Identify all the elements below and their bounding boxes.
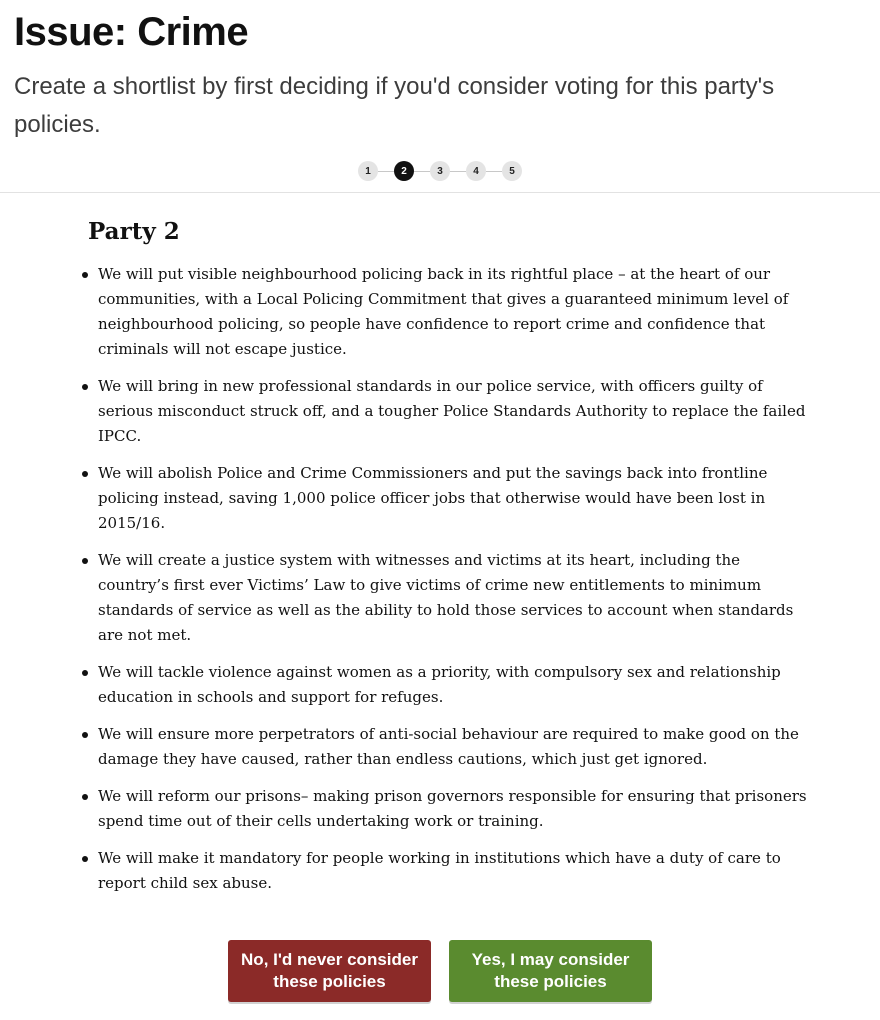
policy-item: We will abolish Police and Crime Commissioners and put the savings back into frontline policing instead, saving 1,000 police officer jobs that otherwise would have been lost in 2015/16. xyxy=(88,461,808,536)
progress-stepper xyxy=(0,160,880,182)
page-subtitle: Create a shortlist by first deciding if you'd consider voting for this party's policies. xyxy=(14,73,775,138)
party-name: Party 2 xyxy=(88,218,180,245)
policy-item: We will reform our prisons– making prison governors responsible for ensuring that prisoners spend time out of their cells undertaking work or training. xyxy=(88,784,808,834)
page-title: Issue: Crime xyxy=(14,10,249,54)
may-consider-button[interactable]: Yes, I may consider these policies xyxy=(449,940,652,1002)
step-connector xyxy=(450,171,466,172)
step-3[interactable]: 3 xyxy=(430,161,450,181)
policy-item: We will tackle violence against women as a priority, with compulsory sex and relationship education in schools and support for refuges. xyxy=(88,660,808,710)
step-5[interactable]: 5 xyxy=(502,161,522,181)
step-connector xyxy=(486,171,502,172)
step-1[interactable]: 1 xyxy=(358,161,378,181)
decision-buttons xyxy=(0,940,880,1002)
step-connector xyxy=(378,171,394,172)
policy-list xyxy=(88,262,808,896)
step-connector xyxy=(414,171,430,172)
step-4[interactable]: 4 xyxy=(466,161,486,181)
header-divider xyxy=(0,192,880,193)
never-consider-button[interactable]: No, I'd never consider these policies xyxy=(228,940,431,1002)
policy-item: We will ensure more perpetrators of anti-social behaviour are required to make good on the damage they have caused, rather than endless cautions, which just get ignored. xyxy=(88,722,808,772)
policy-item: We will bring in new professional standards in our police service, with officers guilty of serious misconduct struck off, and a tougher Police Standards Authority to replace the failed IPCC. xyxy=(88,374,808,449)
policy-item: We will put visible neighbourhood policing back in its rightful place – at the heart of our communities, with a Local Policing Commitment that gives a guaranteed minimum level of neighbourhood policing, so people have confidence to report crime and confidence that criminals will not escape justice. xyxy=(88,262,808,362)
policy-item: We will create a justice system with witnesses and victims at its heart, including the country’s first ever Victims’ Law to give victims of crime new entitlements to minimum standards of service as well as the ability to hold those services to account when standards are not met. xyxy=(88,548,808,648)
party-section xyxy=(88,216,808,908)
policy-item: We will make it mandatory for people working in institutions which have a duty of care to report child sex abuse. xyxy=(88,846,808,896)
step-2-current[interactable]: 2 xyxy=(394,161,414,181)
page-header xyxy=(0,0,880,144)
